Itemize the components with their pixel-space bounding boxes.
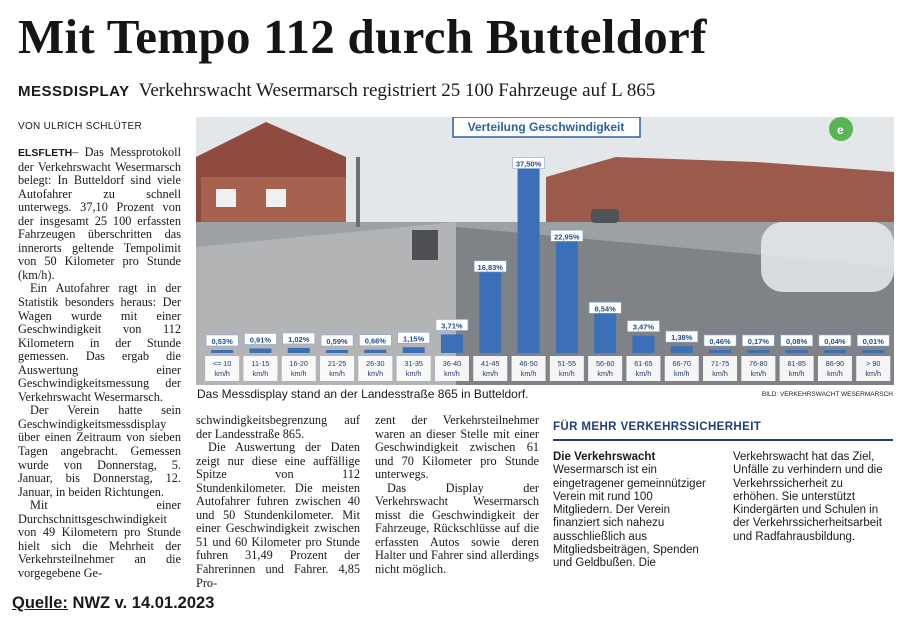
tick-label-unit: km/h (865, 369, 882, 378)
tick-label-unit: km/h (290, 369, 307, 378)
bar-36-40 (441, 334, 463, 353)
bar--10 (211, 350, 233, 353)
data-label: 1,38% (671, 333, 693, 343)
paragraph: zent der Verkehrsteilnehmer waren an dieser Stelle mit einer Geschwindigkeit zwischen 61 und 70 Kilometer pro Stunde unterwegs. (375, 413, 539, 482)
tick-label: 21-25 (327, 359, 347, 368)
data-label: 0,46% (709, 337, 731, 346)
bar-31-35 (403, 347, 425, 353)
article-photo (196, 117, 894, 385)
tick-label-unit: km/h (788, 369, 805, 378)
bar-16-20 (288, 348, 310, 353)
data-label: 3,47% (632, 322, 655, 332)
tick-label-unit: km/h (712, 369, 728, 378)
source-line (12, 594, 214, 613)
tick-label-unit: km/h (252, 369, 269, 378)
source-text: NWZ v. 14.01.2023 (67, 594, 215, 612)
data-label: 0,04% (824, 337, 846, 346)
data-label: 3,71% (441, 321, 463, 331)
house-window (266, 189, 286, 207)
tick-label: 61-65 (634, 359, 653, 368)
bar-56-60 (594, 310, 616, 353)
bar-21-25 (326, 350, 348, 353)
bar-86-90 (824, 350, 846, 353)
bar--90 (862, 350, 884, 353)
info-box-title: FÜR MEHR VERKEHRSSICHERHEIT (553, 421, 762, 433)
tick-label-unit: km/h (827, 369, 843, 378)
data-label: 0,59% (326, 337, 348, 346)
data-label: 0,08% (786, 337, 808, 346)
tick-label-unit: km/h (750, 369, 767, 378)
tick-label-unit: km/h (367, 369, 384, 378)
data-label: 0,91% (249, 335, 272, 345)
article-column-2 (196, 414, 360, 589)
byline: VON ULRICH SCHLÜTER (18, 121, 143, 132)
paragraph: Das Display der Verkehrswacht Wesermarsch misst die Geschwindigkeit der Fahrzeuge, Rückschlüsse auf die erfassten Autos sowie deren Halter und Fahrer sind allerdings nicht möglich. (375, 480, 539, 577)
tick-label: 46-50 (519, 359, 538, 368)
photo-credit: BILD: VERKEHRSWACHT WESERMARSCH (761, 391, 893, 398)
tick-label-unit: km/h (520, 369, 537, 378)
tick-label: 51-55 (557, 359, 577, 368)
data-label: 1,02% (288, 334, 310, 344)
tick-label-unit: km/h (635, 369, 652, 378)
tick-label: > 90 (866, 359, 881, 368)
info-box-text: Wesermarsch ist ein eingetragener gemeinnütziger Verein mit rund 100 Mitgliedern. Der Verein finanziert sich nahezu ausschließlich aus Mitgliedsbeiträgen, Spenden und Geldbußen. Die (553, 464, 706, 570)
house-window (216, 189, 236, 207)
tick-label-unit: km/h (444, 369, 460, 378)
tick-label-unit: km/h (405, 369, 422, 378)
data-label: 22,95% (554, 232, 580, 242)
tick-label-unit: km/h (329, 369, 345, 378)
tick-label: 81-85 (787, 359, 806, 368)
data-label: 0,17% (747, 337, 769, 346)
data-label: 0,66% (364, 336, 386, 346)
data-label: 0,53% (211, 337, 233, 346)
tick-label: <= 10 (212, 359, 232, 368)
bar-71-75 (709, 350, 731, 353)
tick-label: 66-70 (672, 359, 691, 368)
signpost (356, 157, 360, 227)
car-far (591, 209, 619, 223)
paragraph: schwindigkeitsbegrenzung auf der Landesstraße 865. (196, 413, 360, 441)
subheadline: Verkehrswacht Wesermarsch registriert 25 100 Fahrzeuge auf L 865 (138, 80, 656, 101)
tick-label: 71-75 (710, 359, 730, 368)
bar-76-80 (747, 350, 769, 353)
paragraph-text: – Das Messprotokoll der Verkehrswacht Wesermarsch belegt: In Butteldorf sind viele Autofahrer zu schnell unterwegs. 37,10 Prozent von der insgesamt 25 100 erfassten Fahrzeugen überschritten das innerorts geltende Tempolimit von 50 Kilometer pro Stunde (km/h). (18, 145, 181, 282)
tick-label-unit: km/h (673, 369, 690, 378)
paragraph (18, 146, 181, 282)
tick-label: 56-60 (595, 359, 615, 368)
data-label: 37,50% (515, 159, 542, 169)
bar-26-30 (364, 350, 386, 353)
subheadline-row (18, 80, 655, 102)
tick-label: 11-15 (251, 359, 270, 368)
tick-label-unit: km/h (559, 369, 575, 378)
tick-label-unit: km/h (597, 369, 613, 378)
car-near (761, 222, 894, 292)
bar-46-50 (518, 166, 540, 354)
paragraph: Ein Autofahrer ragt in der Statistik besonders heraus: Der Wagen wurde mit einer Geschwindigkeit von 112 Kilometern in der Stunde gemessen. Das ergab die Auswertung einer Geschwindigkeitsmessung der Verkehrswacht Wesermarsch. (18, 281, 181, 404)
headline: Mit Tempo 112 durch Butteldorf (18, 9, 707, 64)
info-box-column-2: Verkehrswacht hat das Ziel, Unfälle zu verhindern und die Verkehrssicherheit zu erhöhen. Sie unterstützt Kindergärten und Schulen in der Verkehrssicherheitsarbeit und Radfahrausbildung. (733, 451, 883, 543)
data-label: 8,54% (594, 304, 616, 314)
trash-bin (412, 230, 438, 260)
info-box-lead: Die Verkehrswacht (553, 451, 656, 463)
data-label: 16,83% (477, 262, 503, 272)
photo-caption: Das Messdisplay stand an der Landesstraße 865 in Butteldorf. (197, 387, 529, 401)
tick-label: 41-45 (481, 359, 500, 368)
tick-label: 76-80 (749, 359, 768, 368)
tick-label: 36-40 (442, 359, 462, 368)
logo-mark-glyph: e (837, 123, 844, 137)
paragraph: Mit einer Durchschnittsgeschwindigkeit von 49 Kilometern pro Stunde hielt sich die Mehrheit der Verkehrsteilnehmer an die vorgegebene Ge- (18, 498, 181, 580)
data-label: 0,01% (862, 337, 884, 346)
speed-distribution-chart (196, 117, 894, 385)
info-box-column-1 (553, 451, 711, 571)
dateline: ELSFLETH (18, 147, 73, 159)
bar-11-15 (249, 348, 271, 353)
info-box (553, 415, 893, 580)
source-label: Quelle: (12, 594, 68, 612)
bar-66-70 (671, 346, 693, 353)
tick-label-unit: km/h (482, 369, 499, 378)
tick-label: 31-35 (404, 359, 423, 368)
paragraph: Der Verein hatte sein Geschwindigkeitsmessdisplay über einen Zeitraum von sieben Tagen angebracht. Gemessen wurde von Donnerstag, 5. Januar, bis Donnerstag, 12. Januar, in beiden Richtungen. (18, 403, 181, 499)
tick-label-unit: km/h (214, 369, 230, 378)
bar-51-55 (556, 238, 578, 353)
tick-label: 16-20 (289, 359, 308, 368)
article-column-1 (18, 146, 181, 586)
bar-81-85 (786, 350, 808, 353)
bar-41-45 (479, 269, 501, 353)
tick-label: 86-90 (825, 359, 845, 368)
chart-title: Verteilung Geschwindigkeit (467, 120, 625, 134)
data-label: 1,15% (403, 334, 425, 344)
article-column-3 (375, 414, 539, 589)
paragraph: Die Auswertung der Daten zeigt nur diese eine auffällige Spitze von 112 Stundenkilometer. Die meisten Autofahrer fuhren zwischen 40 und 50 Stundenkilometer. Mit einer Geschwindigkeit zwischen 51 und 60 Kilometer pro Stunde fuhren 31,49 Prozent der Fahrerinnen und Fahrer. 4,85 Pro- (196, 440, 360, 590)
kicker: MESSDISPLAY (18, 83, 130, 100)
info-box-rule (553, 439, 893, 441)
bar-61-65 (632, 336, 654, 353)
tick-label: 26-30 (366, 359, 385, 368)
